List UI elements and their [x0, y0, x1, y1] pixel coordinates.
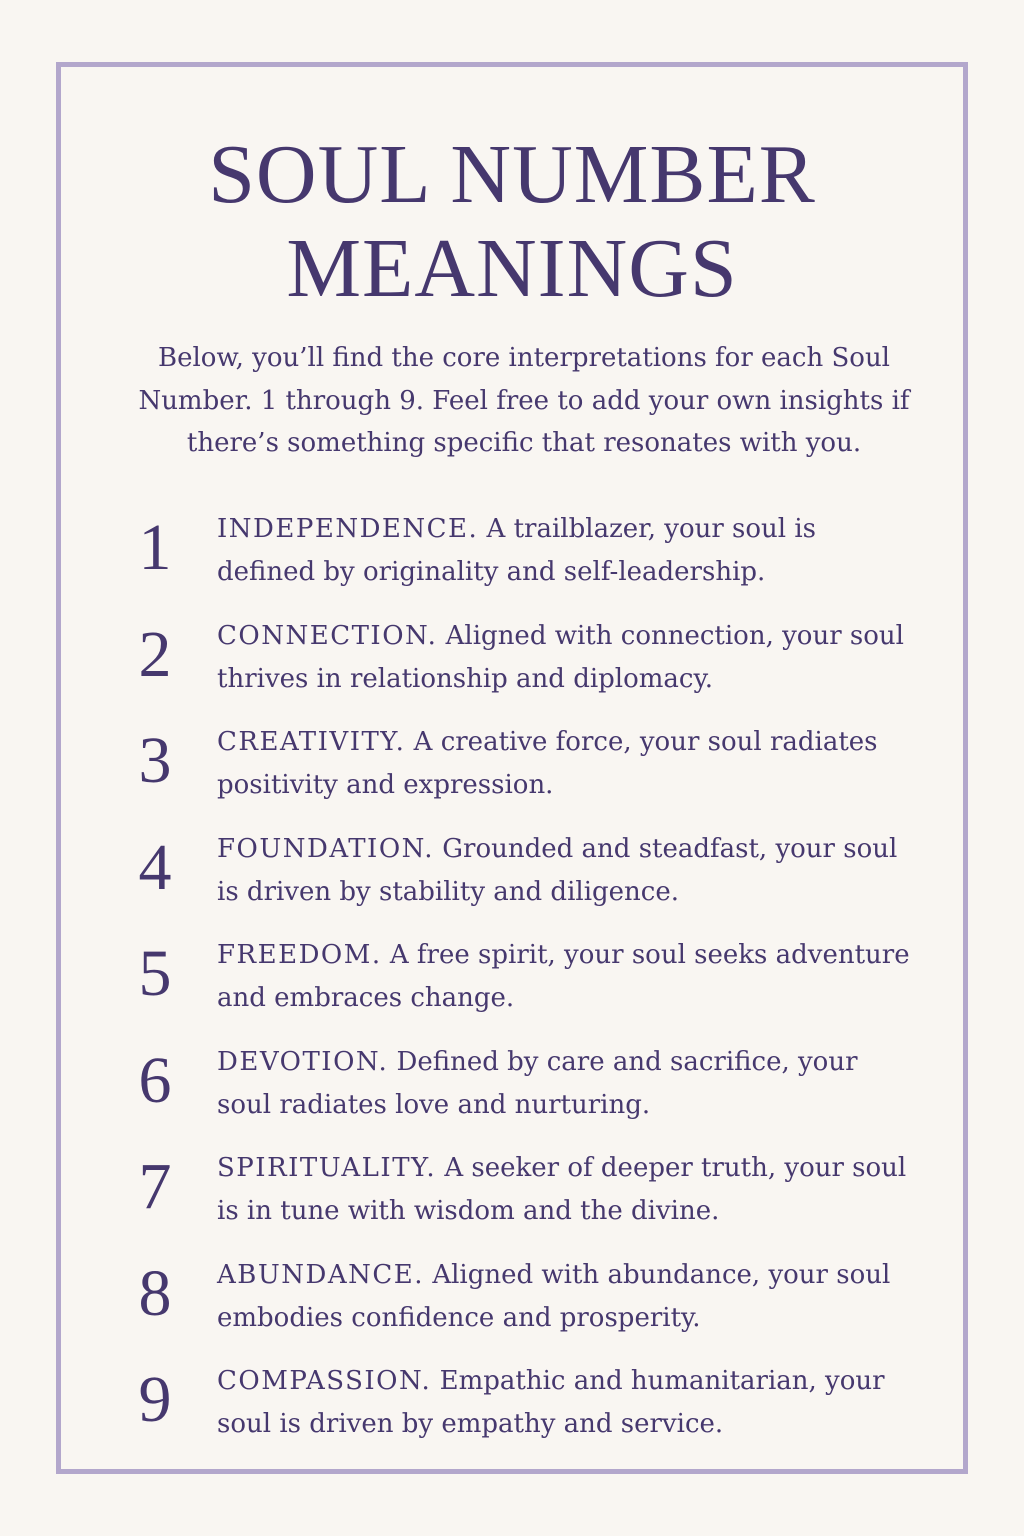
- list-item: [0, 1147, 1024, 1254]
- list-item: [0, 721, 1024, 828]
- item-description: [217, 615, 917, 701]
- item-heading: FREEDOM.: [217, 940, 382, 970]
- soul-number-list: [0, 508, 1024, 1467]
- item-text: Empathic and humanitarian, your soul is driven by empathy and service.: [217, 1366, 885, 1439]
- item-heading: SPIRITUALITY.: [217, 1153, 437, 1183]
- item-text: Grounded and steadfast, your soul is driven by stability and diligence.: [217, 833, 898, 907]
- list-item: [0, 508, 1024, 615]
- item-description: [217, 1360, 917, 1446]
- item-description: [217, 721, 917, 807]
- intro-paragraph: Below, you’ll find the core interpretations for each Soul Number. 1 through 9. Feel free to add your own insights if there’s something specific that resonates with you.: [138, 343, 910, 458]
- soul-number: 6: [138, 1043, 172, 1117]
- item-heading: ABUNDANCE.: [217, 1259, 425, 1290]
- soul-number: 4: [138, 830, 172, 904]
- item-description: [217, 1254, 917, 1340]
- item-description: [217, 828, 917, 914]
- item-description: [217, 1147, 917, 1233]
- soul-number: 8: [138, 1256, 172, 1330]
- item-heading: COMPASSION.: [217, 1366, 432, 1396]
- item-heading: DEVOTION.: [217, 1046, 389, 1077]
- list-item: [0, 1041, 1024, 1148]
- list-item: [0, 828, 1024, 935]
- item-description: [217, 1041, 917, 1127]
- soul-number: 2: [138, 617, 172, 691]
- item-text: Defined by care and sacrifice, your soul radiates love and nurturing.: [217, 1046, 858, 1120]
- item-text: Aligned with abundance, your soul embodies confidence and prosperity.: [217, 1259, 891, 1333]
- item-text: Aligned with connection, your soul thrives in relationship and diplomacy.: [217, 620, 904, 694]
- item-text: A trailblazer, your soul is defined by originality and self-leadership.: [217, 514, 817, 587]
- list-item: [0, 1254, 1024, 1361]
- soul-number: 3: [138, 724, 172, 797]
- item-text: A seeker of deeper truth, your soul is in tune with wisdom and the divine.: [217, 1153, 907, 1226]
- item-description: [217, 508, 917, 594]
- soul-number: 5: [138, 937, 172, 1010]
- title-line-1: SOUL NUMBER: [208, 128, 816, 221]
- list-item: [0, 1360, 1024, 1467]
- title-line-2: MEANINGS: [286, 222, 738, 315]
- soul-number: 7: [138, 1150, 172, 1223]
- list-item: [0, 615, 1024, 722]
- item-heading: FOUNDATION.: [217, 833, 434, 864]
- page-title: [0, 128, 1024, 316]
- item-text: A creative force, your soul radiates positivity and expression.: [217, 727, 878, 800]
- list-item: [0, 934, 1024, 1041]
- item-heading: INDEPENDENCE.: [217, 514, 479, 544]
- soul-number: 1: [138, 511, 172, 584]
- item-heading: CONNECTION.: [217, 620, 438, 651]
- item-heading: CREATIVITY.: [217, 727, 406, 757]
- item-description: [217, 934, 917, 1020]
- item-text: A free spirit, your soul seeks adventure and embraces change.: [217, 940, 910, 1013]
- soul-number: 9: [138, 1363, 172, 1436]
